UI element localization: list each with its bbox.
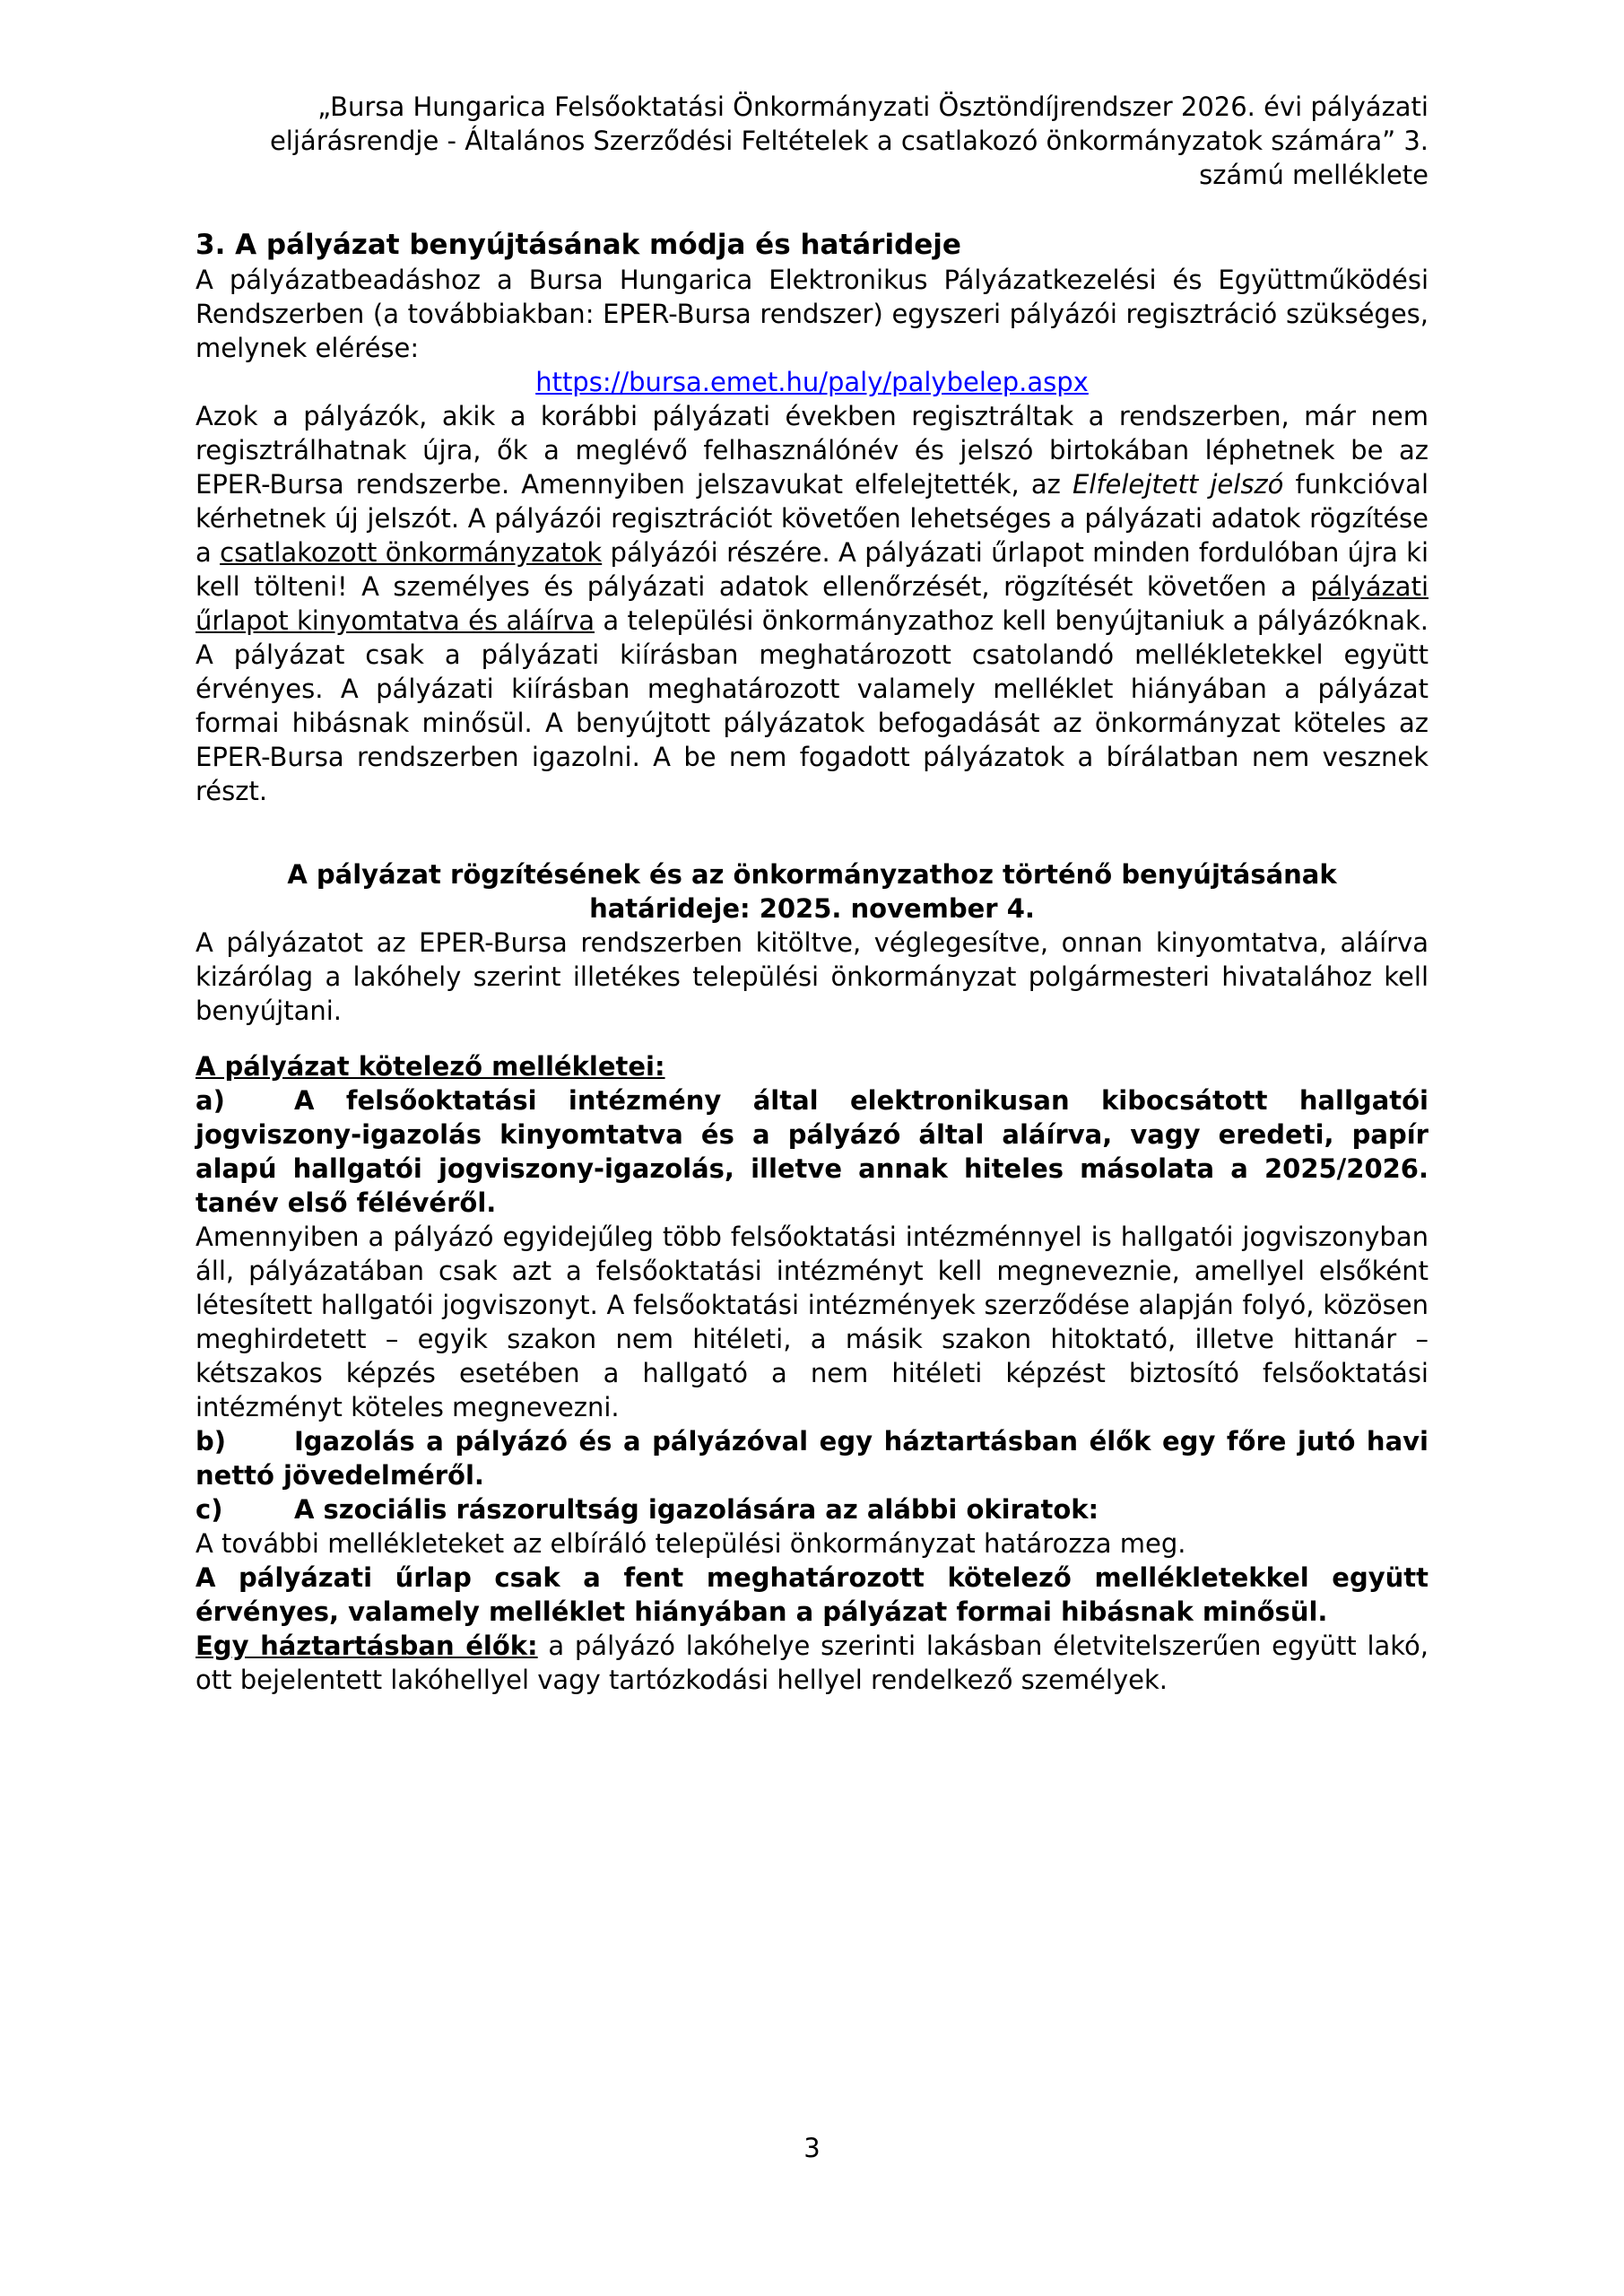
intro-paragraph: A pályázatbeadáshoz a Bursa Hungarica Elektronikus Pályázatkezelési és Együttműködési Rendszerben (a továbbiakban: EPER-Bursa rendszer) egyszeri pályázói regisztráció szükséges, melynek elérése:	[195, 265, 1429, 363]
item-a-text: A felsőoktatási intézmény által elektronikusan kibocsátott hallgatói jogviszony-igazolás kinyomtatva és a pályázó által aláírva, vagy eredeti, papír alapú hallgatói jogviszony-igazolás, illetve annak hiteles másolata a 2025/2026. tanév első félévéről.	[195, 1085, 1429, 1218]
item-b-marker: b)	[195, 1426, 227, 1457]
document-header	[195, 90, 1429, 192]
multi-institution-paragraph: Amennyiben a pályázó egyidejűleg több felsőoktatási intézménnyel is hallgatói jogviszonyban áll, pályázatában csak azt a felsőoktatási intézményt kell megneveznie, amellyel elsőként létesített hallgatói jogviszonyt. A felsőoktatási intézmények szerződése alapján folyó, közösen meghirdetett – egyik szakon nem hitéleti, a másik szakon hitoktató, illetve hittanár – kétszakos képzés esetében a hallgató a nem hitéleti képzést biztosító felsőoktatási intézményt köteles megnevezni.	[195, 1222, 1429, 1422]
item-c-marker: c)	[195, 1494, 223, 1525]
attachment-item-c	[195, 1492, 1429, 1526]
attachment-item-b	[195, 1424, 1429, 1492]
registration-link[interactable]: https://bursa.emet.hu/paly/palybelep.aspx	[535, 367, 1089, 397]
additional-attachments-paragraph: A további mellékleteket az elbíráló települési önkormányzat határozza meg.	[195, 1528, 1186, 1559]
deadline-heading	[195, 857, 1429, 926]
item-a-marker: a)	[195, 1085, 225, 1116]
deadline-line-1: A pályázat rögzítésének és az önkormányzathoz történő benyújtásának	[287, 859, 1337, 890]
registration-paragraph: Azok a pályázók, akik a korábbi pályázati években regisztráltak a rendszerben, már nem regisztrálhatnak újra, ők a meglévő felhasználónév és jelszó birtokában léphetnek be az EPER-Bursa rendszerbe. Amennyiben jelszavukat elfelejtették, az Elfelejtett jelszó funkcióval kérhetnek új jelszót. A pályázói regisztrációt követően lehetséges a pályázati adatok rögzítése a csatlakozott önkormányzatok pályázói részére. A pályázati űrlapot minden fordulóban újra ki kell tölteni! A személyes és pályázati adatok ellenőrzését, rögzítését követően a pályázati űrlapot kinyomtatva és aláírva a települési önkormányzathoz kell benyújtaniuk a pályázóknak. A pályázat csak a pályázati kiírásban meghatározott csatolandó mellékletekkel együtt érvényes. A pályázati kiírásban meghatározott valamely melléklet hiányában a pályázat formai hibásnak minősül. A benyújtott pályázatok befogadását az önkormányzat köteles az EPER-Bursa rendszerben igazolni. A be nem fogadott pályázatok a bírálatban nem vesznek részt.	[195, 401, 1429, 806]
item-b-text: Igazolás a pályázó és a pályázóval egy háztartásban élők egy főre jutó havi nettó jövedelméről.	[195, 1426, 1429, 1491]
page-number: 3	[803, 2133, 821, 2163]
attachment-item-a	[195, 1083, 1429, 1220]
deadline-line-2: határideje: 2025. november 4.	[589, 893, 1035, 924]
link-line	[195, 365, 1429, 399]
item-c-text: A szociális rászorultság igazolására az alábbi okiratok:	[294, 1494, 1099, 1525]
section-heading: 3. A pályázat benyújtásának módja és határideje	[195, 229, 961, 261]
validity-paragraph: A pályázati űrlap csak a fent meghatározott kötelező mellékletekkel együtt érvényes, valamely melléklet hiányában a pályázat formai hibásnak minősül.	[195, 1562, 1429, 1627]
header-line-2: eljárásrendje - Általános Szerződési Feltételek a csatlakozó önkormányzatok számára” 3.	[269, 126, 1429, 156]
attachments-heading: A pályázat kötelező mellékletei:	[195, 1051, 665, 1082]
submission-paragraph: A pályázatot az EPER-Bursa rendszerben kitöltve, véglegesítve, onnan kinyomtatva, aláírva kizárólag a lakóhely szerint illetékes települési önkormányzat polgármesteri hivatalához kell benyújtani.	[195, 927, 1429, 1026]
household-definition-paragraph: Egy háztartásban élők: a pályázó lakóhelye szerinti lakásban életvitelszerűen együtt lakó, ott bejelentett lakóhellyel vagy tartózkodási hellyel rendelkező személyek.	[195, 1631, 1429, 1695]
header-line-3: számú melléklete	[1199, 160, 1429, 190]
header-line-1: „Bursa Hungarica Felsőoktatási Önkormányzati Ösztöndíjrendszer 2026. évi pályázati	[317, 91, 1429, 122]
